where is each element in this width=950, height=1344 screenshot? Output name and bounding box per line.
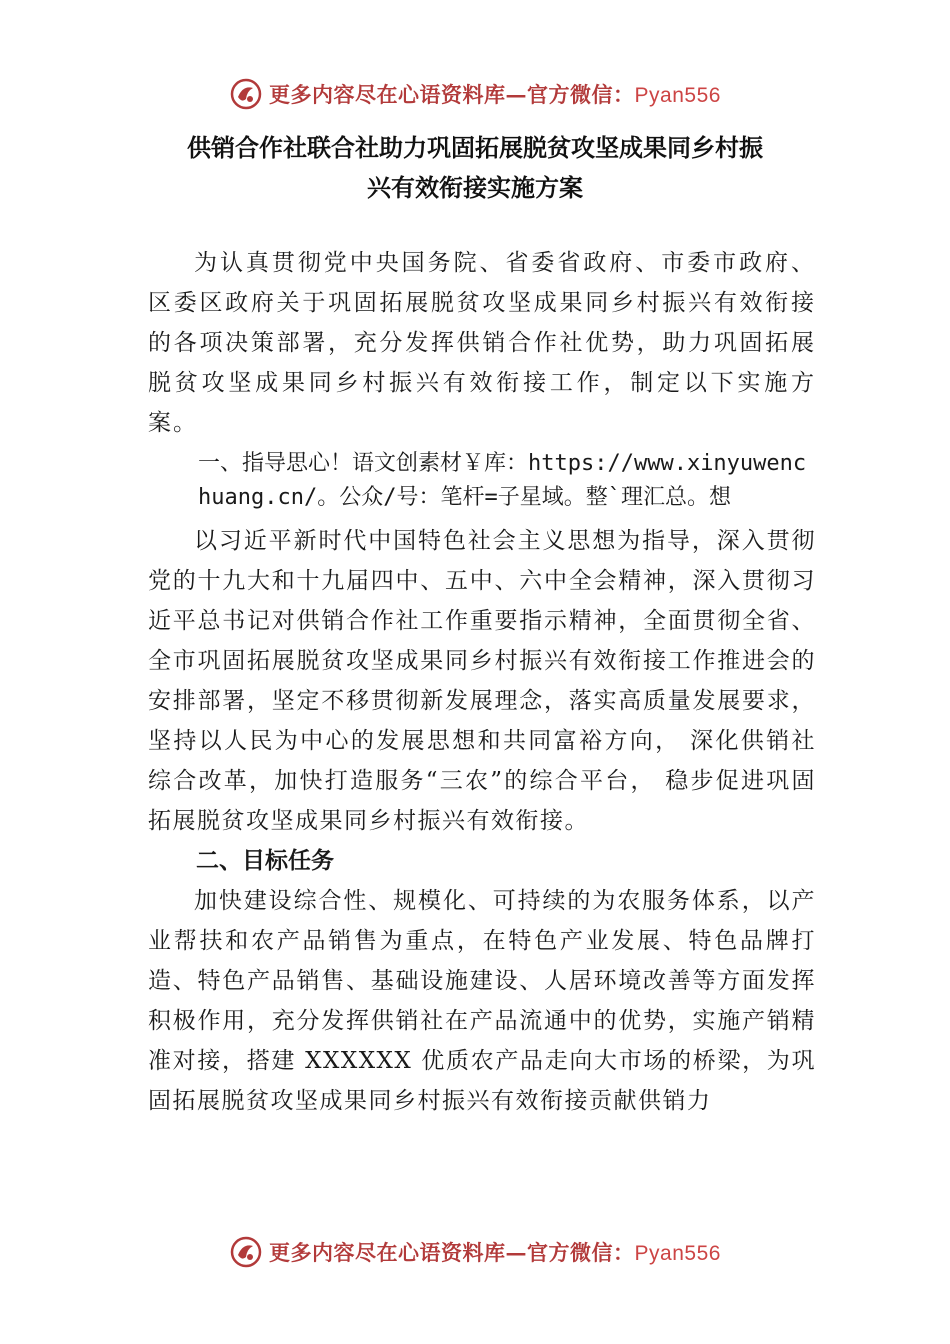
watermark-text: 更多内容尽在心语资料库—官方微信：Pyan556 <box>269 1240 721 1265</box>
xinyu-logo-icon <box>229 1235 263 1269</box>
watermark-banner-top <box>0 72 950 116</box>
section1-heading: 一、指导思心！语文创素材￥库：https://www.xinyuwenchuang.cn/。公众/号：笔杆=子星域。整`理汇总。想 <box>198 451 807 510</box>
section1-paragraph: 以习近平新时代中国特色社会主义思想为指导，深入贯彻党的十九大和十九届四中、五中、六中全会精神，深入贯彻习近平总书记对供销合作社工作重要指示精神，全面贯彻全省、全市巩固拓展脱贫攻坚成果同乡村振兴有效衔接工作推进会的安排部署，坚定不移贯彻新发展理念，落实高质量发展要求，坚持以人民为中心的发展思想和共同富裕方向， 深化供销社综合改革，加快打造服务“三农”的综合平台， 稳步促进巩固拓展脱贫攻坚成果同乡村振兴有效衔接。 <box>148 528 816 834</box>
watermark-banner-bottom <box>0 1230 950 1274</box>
wechat-id: Pyan556 <box>634 1242 721 1265</box>
document-body <box>148 243 816 1121</box>
watermark-text: 更多内容尽在心语资料库—官方微信：Pyan556 <box>269 82 721 107</box>
document-title-line2: 兴有效衔接实施方案 <box>367 174 583 202</box>
xinyu-logo-icon <box>229 77 263 111</box>
wechat-id: Pyan556 <box>634 84 721 107</box>
document-title-line1: 供销合作社联合社助力巩固拓展脱贫攻坚成果同乡村振 <box>187 134 763 162</box>
intro-paragraph: 为认真贯彻党中央国务院、省委省政府、市委市政府、区委区政府关于巩固拓展脱贫攻坚成果同乡村振兴有效衔接的各项决策部署，充分发挥供销合作社优势，助力巩固拓展脱贫攻坚成果同乡村振兴有效衔接工作，制定以下实施方案。 <box>148 250 816 436</box>
section2-heading: 二、目标任务 <box>196 848 334 874</box>
section2-paragraph: 加快建设综合性、规模化、可持续的为农服务体系，以产业帮扶和农产品销售为重点，在特色产业发展、特色品牌打造、特色产品销售、基础设施建设、人居环境改善等方面发挥积极作用，充分发挥供销社在产品流通中的优势，实施产销精准对接，搭建 XXXXXX 优质农产品走向大市场的桥梁，为巩固拓展脱贫攻坚成果同乡村振兴有效衔接贡献供销力 <box>148 888 816 1114</box>
